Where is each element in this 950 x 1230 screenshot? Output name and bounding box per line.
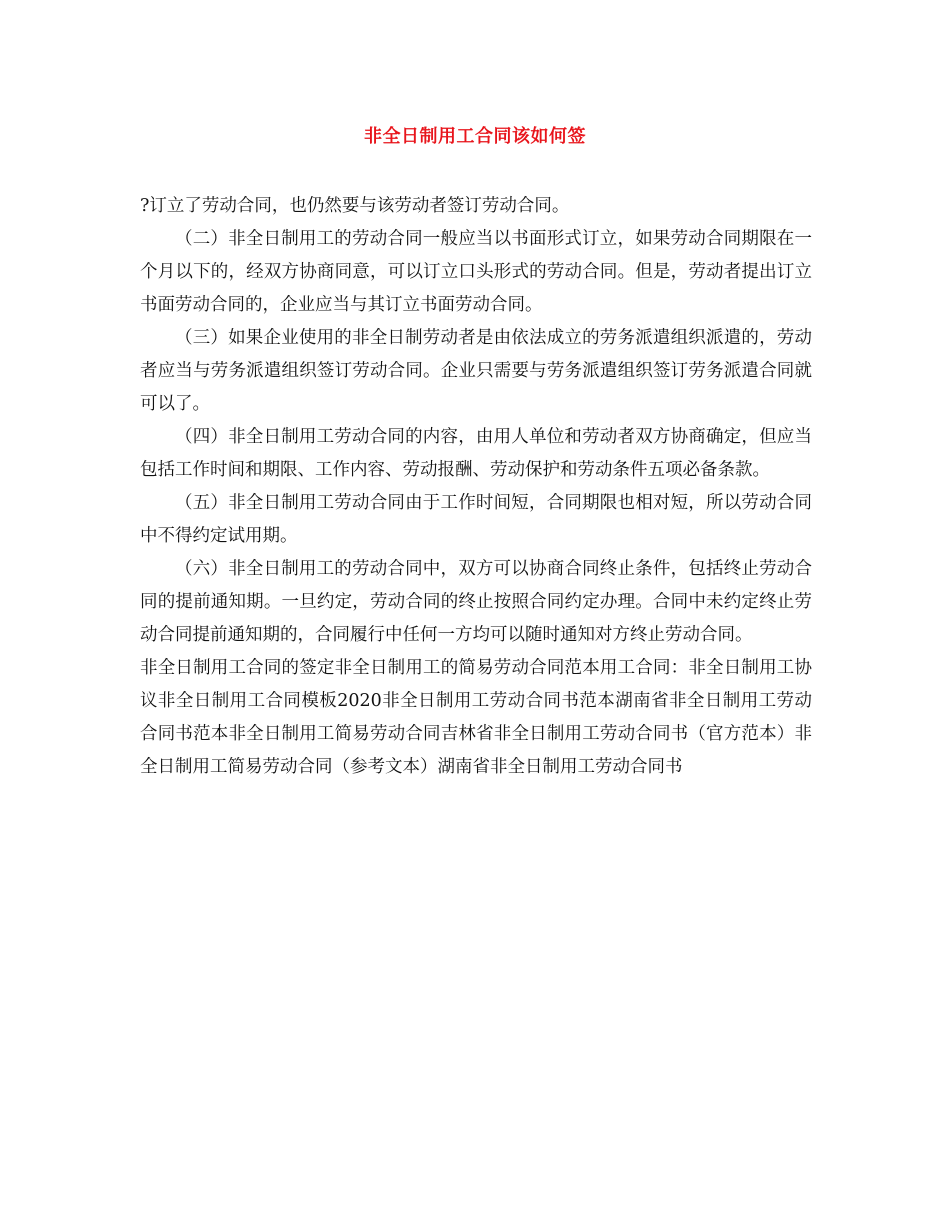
document-title: 非全日制用工合同该如何签	[364, 126, 586, 147]
document-body	[140, 190, 812, 784]
paragraph-item-2: （二）非全日制用工的劳动合同一般应当以书面形式订立，如果劳动合同期限在一个月以下的，经双方协商同意，可以订立口头形式的劳动合同。但是，劳动者提出订立书面劳动合同的，企业应当与其订立书面劳动合同。	[140, 229, 812, 315]
paragraph-item-4: （四）非全日制用工劳动合同的内容，由用人单位和劳动者双方协商确定，但应当包括工作时间和期限、工作内容、劳动报酬、劳动保护和劳动条件五项必备条款。	[140, 427, 812, 480]
paragraph-item-6: （六）非全日制用工的劳动合同中，双方可以协商合同终止条件，包括终止劳动合同的提前通知期。一旦约定，劳动合同的终止按照合同约定办理。合同中未约定终止劳动合同提前通知期的，合同履行中任何一方均可以随时通知对方终止劳动合同。	[140, 559, 812, 645]
paragraph-item-5: （五）非全日制用工劳动合同由于工作时间短，合同期限也相对短，所以劳动合同中不得约定试用期。	[140, 493, 812, 546]
paragraph-continuation: ?订立了劳动合同，也仍然要与该劳动者签订劳动合同。	[140, 196, 570, 216]
related-links-paragraph: 非全日制用工合同的签定非全日制用工的简易劳动合同范本用工合同：非全日制用工协议非全日制用工合同模板2020非全日制用工劳动合同书范本湖南省非全日制用工劳动合同书范本非全日制用工简易劳动合同吉林省非全日制用工劳动合同书（官方范本）非全日制用工简易劳动合同（参考文本）湖南省非全日制用工劳动合同书	[140, 658, 812, 777]
paragraph-item-3: （三）如果企业使用的非全日制劳动者是由依法成立的劳务派遣组织派遣的，劳动者应当与劳务派遣组织签订劳动合同。企业只需要与劳务派遣组织签订劳务派遣合同就可以了。	[140, 328, 812, 414]
